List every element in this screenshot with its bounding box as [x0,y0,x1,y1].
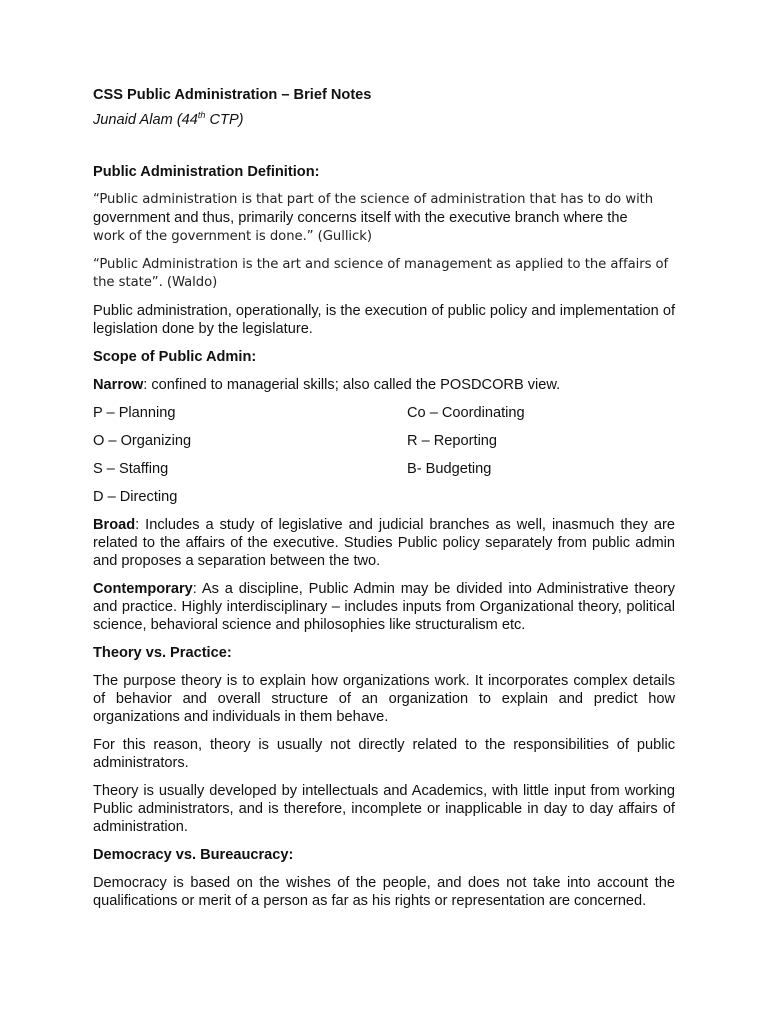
waldo-quote: “Public Administration is the art and science of management as applied to the affairs of the state”. (Waldo) [93,257,669,290]
posdcorb-item: R – Reporting [407,433,498,449]
gullick-line-3: work of the government is done.” (Gullick) [93,229,372,244]
posdcorb-item: O – Organizing [93,433,192,449]
posdcorb-item: Co – Coordinating [407,405,525,421]
contemporary-text: : As a discipline, Public Admin may be divided into Administrative theory and practice. Highly interdisciplinary – includes inputs from Organizational theory, political science, behavioral science and philosophies like structuralism etc. [93,581,675,633]
author-superscript: th [197,110,206,121]
theory-paragraph-3: Theory is usually developed by intellectuals and Academics, with little input from working Public administrators, and is therefore, incomplete or inapplicable in day to day affairs of administration. [93,783,675,835]
broad-scope [93,516,675,570]
scope-heading: Scope of Public Admin: [93,349,257,365]
theory-paragraph-2: For this reason, theory is usually not directly related to the responsibilities of public administrators. [93,737,675,771]
definition-heading: Public Administration Definition: [93,164,320,180]
theory-heading: Theory vs. Practice: [93,645,232,661]
document-page [93,86,675,910]
posdcorb-item: P – Planning [93,405,176,421]
posdcorb-row [93,488,675,506]
contemporary-scope [93,580,675,634]
operational-definition: Public administration, operationally, is the execution of public policy and implementation of legislation done by the legislature. [93,303,675,337]
author-suffix: CTP) [205,112,244,128]
posdcorb-item: S – Staffing [93,461,169,477]
narrow-text: : confined to managerial skills; also called the POSDCORB view. [143,377,561,393]
posdcorb-item: D – Directing [93,489,178,505]
narrow-scope [93,376,675,394]
author-prefix: Junaid Alam (44 [93,112,198,128]
theory-paragraph-1: The purpose theory is to explain how organizations work. It incorporates complex details of behavior and overall structure of an organization to explain and predict how organizations and individuals in them behave. [93,673,675,725]
posdcorb-list [93,404,675,506]
document-title: CSS Public Administration – Brief Notes [93,87,372,103]
gullick-quote [93,190,675,246]
contemporary-label: Contemporary [93,581,193,597]
posdcorb-item: B- Budgeting [407,461,492,477]
democracy-heading: Democracy vs. Bureaucracy: [93,847,294,863]
document-author [93,111,675,129]
posdcorb-row [93,432,675,460]
posdcorb-row [93,404,675,432]
democracy-paragraph-1: Democracy is based on the wishes of the people, and does not take into account the qualifications or merit of a person as far as his rights or representation are concerned. [93,875,675,909]
narrow-label: Narrow [93,377,144,393]
posdcorb-row [93,460,675,488]
broad-text: : Includes a study of legislative and judicial branches as well, inasmuch they are related to the affairs of the executive. Studies Public policy separately from public admin and proposes a separation between the two. [93,517,675,569]
gullick-line-2: government and thus, primarily concerns itself with the executive branch where the [93,210,628,226]
gullick-line-1: “Public administration is that part of the science of administration that has to do with [93,192,654,207]
broad-label: Broad [93,517,136,533]
